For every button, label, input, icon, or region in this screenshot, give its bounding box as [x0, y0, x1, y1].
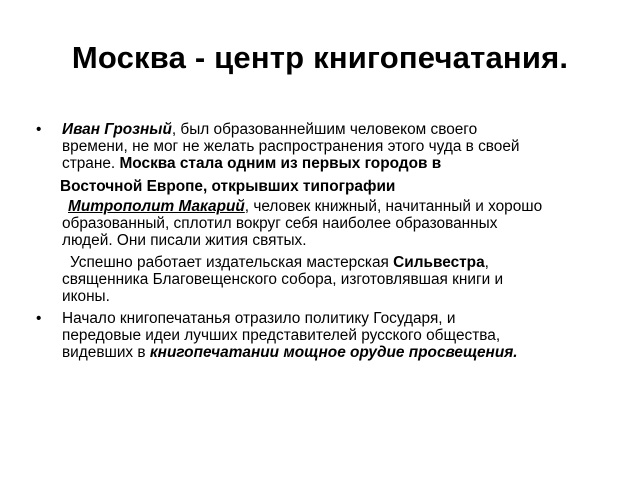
paragraph-makariy: [68, 198, 628, 215]
paragraph-ivan-cont: [60, 178, 620, 195]
slide-title: Москва - центр книгопечатания.: [71, 40, 569, 75]
paragraph-line: [62, 155, 622, 172]
text-span: видевших в: [62, 344, 150, 361]
paragraph-line: образованный, сплотил вокруг себя наиболее образованных: [62, 215, 498, 232]
bullet-point: •: [36, 121, 42, 138]
ivan-name: Иван Грозный: [62, 121, 172, 138]
paragraph-silvestr-cont: [62, 271, 622, 305]
paragraph-silvestr: [70, 254, 630, 271]
text-span: , был образованнейшим человеком своего: [171, 121, 478, 138]
paragraph-line: [70, 254, 630, 271]
paragraph-line: [62, 121, 622, 138]
paragraph-printing: [62, 310, 622, 361]
text-span: стране.: [62, 155, 120, 172]
paragraph-line: иконы.: [62, 288, 110, 305]
text-span: , человек книжный, начитанный и хорошо: [244, 198, 543, 215]
paragraph-line: передовые идеи лучших представителей русского общества,: [62, 327, 501, 344]
text-span: ,: [484, 254, 489, 271]
text-span: Успешно работает издательская мастерская: [70, 254, 394, 271]
makariy-name: Митрополит Макарий: [68, 198, 245, 215]
silvestr-name: Сильвестра: [393, 254, 485, 271]
paragraph-line: Начало книгопечатанья отразило политику Государя, и: [62, 310, 456, 327]
paragraph-line: священника Благовещенского собора, изготовлявшая книги и: [62, 271, 504, 288]
printing-statement: книгопечатании мощное орудие просвещения.: [149, 344, 518, 361]
paragraph-ivan: [62, 121, 622, 172]
moscow-statement-cont: Восточной Европе, открывших типографии: [60, 178, 396, 195]
paragraph-line: времени, не мог не желать распространения этого чуда в своей: [62, 138, 520, 155]
paragraph-makariy-cont: [62, 215, 622, 249]
paragraph-line: [62, 344, 622, 361]
paragraph-line: людей. Они писали жития святых.: [62, 232, 307, 249]
bullet-point: •: [36, 310, 42, 327]
paragraph-line: [68, 198, 628, 215]
moscow-statement: Москва стала одним из первых городов в: [119, 155, 442, 172]
